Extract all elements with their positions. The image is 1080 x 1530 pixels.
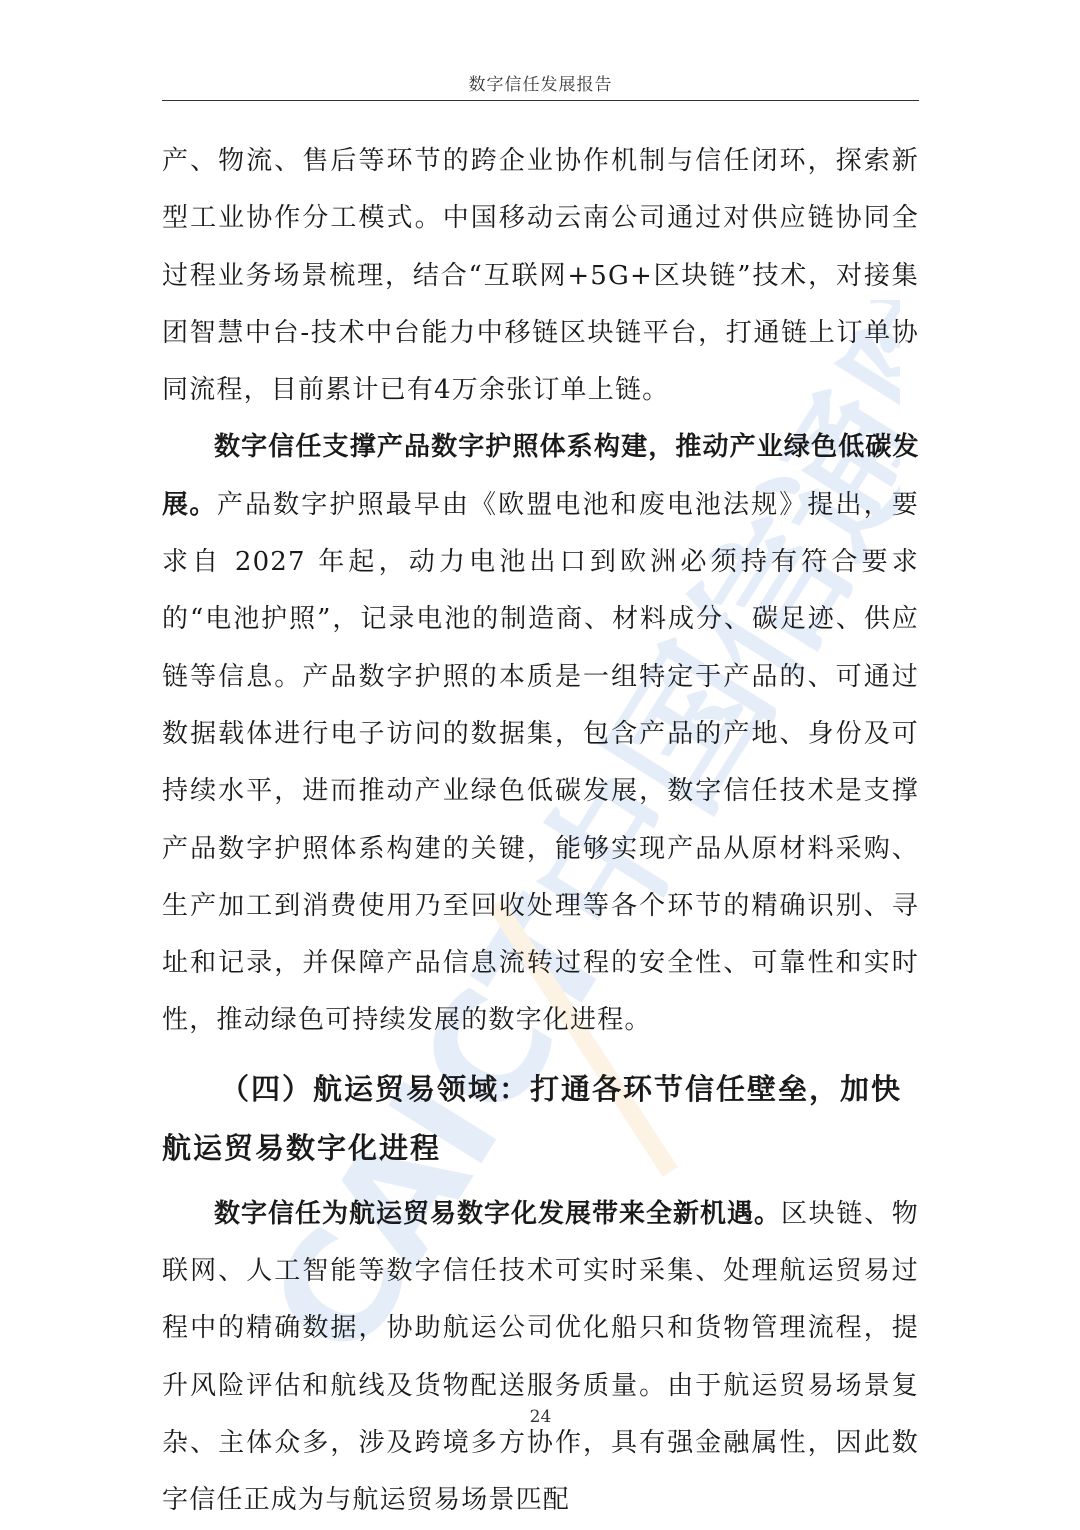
paragraph-lead-sentence: 数字信任支撑产品数字护照体系构建，推动产业绿色低碳发展。 <box>162 432 919 520</box>
paragraph-body-text: 区块链、物联网、人工智能等数字信任技术可实时采集、处理航运贸易过程中的精确数据，协助航运公司优化船只和货物管理流程，提升风险评估和航线及货物配送服务质量。由于航运贸易场景复杂、主体众多，涉及跨境多方协作，具有强金融属性，因此数字信任正成为与航运贸易场景匹配 <box>162 1198 919 1516</box>
paragraph-body-text: 产品数字护照最早由《欧盟电池和废电池法规》提出，要求自 2027 年起，动力电池出口到欧洲必须持有符合要求的“电池护照”，记录电池的制造商、材料成分、碳足迹、供应链等信息。产品数字护照的本质是一组特定于产品的、可通过数据载体进行电子访问的数据集，包含产品的产地、身份及可持续水平，进而推动产业绿色低碳发展，数字信任技术是支撑产品数字护照体系构建的关键，能够实现产品从原材料采购、生产加工到消费使用乃至回收处理等各个环节的精确识别、寻址和记录，并保障产品信息流转过程的安全性、可靠性和实时性，推动绿色可持续发展的数字化进程。 <box>162 489 919 1036</box>
section-heading: （四）航运贸易领域：打通各环节信任壁垒，加快航运贸易数字化进程 <box>162 1071 903 1165</box>
paragraph-shipping-trade <box>162 1186 919 1530</box>
paragraph-digital-passport <box>162 419 919 1049</box>
paragraph-lead-sentence: 数字信任为航运贸易数字化发展带来全新机遇。 <box>214 1198 781 1229</box>
running-header: 数字信任发展报告 <box>468 75 613 95</box>
watermark-text: CAICT中国信通院 <box>237 300 900 1386</box>
paragraph-continued: 产、物流、售后等环节的跨企业协作机制与信任闭环，探索新型工业协作分工模式。中国移动云南公司通过对供应链协同全过程业务场景梳理，结合“互联网+5G+区块链”技术，对接集团智慧中台-技术中台能力中移链区块链平台，打通链上订单协同流程，目前累计已有4万余张订单上链。 <box>162 146 919 406</box>
header-divider <box>162 100 919 101</box>
page-body <box>162 133 919 1530</box>
page-number: 24 <box>529 1407 552 1427</box>
